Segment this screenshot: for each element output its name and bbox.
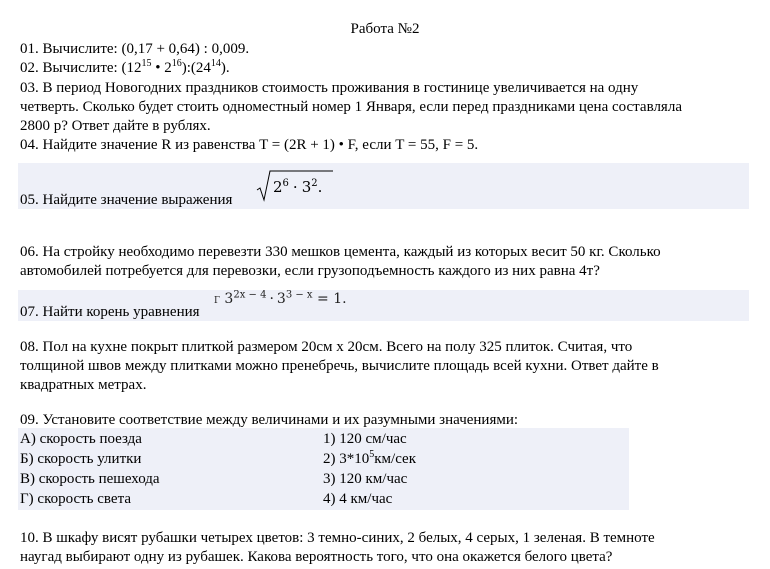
question-10-line-2: наугад выбирают одну из рубашек. Какова вероятность того, что она окажется белого цвета? bbox=[20, 549, 613, 565]
question-10-line-1: 10. В шкафу висят рубашки четырех цветов: 3 темно-синих, 2 белых, 4 серых, 1 зеленая. В темноте bbox=[20, 530, 655, 546]
question-07: 07. Найти корень уравнения bbox=[20, 304, 200, 320]
q09-left-item: В) скорость пешехода bbox=[20, 471, 160, 487]
q09-left-item: Б) скорость улитки bbox=[20, 451, 142, 467]
question-08-line-1: 08. Пол на кухне покрыт плиткой размером 20см х 20см. Всего на полу 325 плиток. Считая, что bbox=[20, 339, 633, 355]
q09-left-item: Г) скорость света bbox=[20, 491, 131, 507]
q09-left-item: А) скорость поезда bbox=[20, 431, 142, 447]
question-01: 01. Вычислите: (0,17 + 0,64) : 0,009. bbox=[20, 41, 250, 57]
question-05: 05. Найдите значение выражения bbox=[20, 192, 233, 208]
question-04: 04. Найдите значение R из равенства T = (2R + 1) • F, если T = 55, F = 5. bbox=[20, 137, 479, 153]
page-title: Работа №2 bbox=[350, 21, 420, 37]
q09-right-item: 2) $3*10^5км$/сек bbox=[323, 449, 416, 467]
q09-right-item: 1) 120 см/час bbox=[323, 431, 407, 447]
q09-right-item: 4) 4 км/час bbox=[323, 491, 393, 507]
q09-right-item: 3) 120 км/час bbox=[323, 471, 408, 487]
question-09: 09. Установите соответствие между величинами и их разумными значениями: bbox=[20, 412, 519, 428]
question-03-line-2: четверть. Сколько будет стоить одноместный номер 1 Января, если перед праздниками цена составляла bbox=[20, 99, 682, 115]
question-02: 02. Вычислите: ($12^{15}$ • $2^{16}):(24^{14})$. bbox=[20, 58, 230, 76]
q05-expression: $2^6 \cdot 3^2$. bbox=[255, 168, 335, 204]
question-06-line-2: автомобилей потребуется для перевозки, если грузоподъемность каждого из них равна 4т? bbox=[20, 263, 600, 279]
question-08-line-3: квадратных метрах. bbox=[20, 377, 147, 393]
question-03-line-3: 2800 р? Ответ дайте в рублях. bbox=[20, 118, 211, 134]
question-06-line-1: 06. На стройку необходимо перевезти 330 мешков цемента, каждый из которых весит 50 кг. Сколько bbox=[20, 244, 661, 260]
question-08-line-2: толщиной швов между плитками можно пренебречь, вычислите площадь всей кухни. Ответ дайте в bbox=[20, 358, 659, 374]
question-03-line-1: 03. В период Новогодних праздников стоимость проживания в гостинице увеличивается на одну bbox=[20, 80, 639, 96]
q07-expression: Г $3^{2x - 4} \cdot 3^{3 - x} = 1$. bbox=[214, 289, 347, 307]
